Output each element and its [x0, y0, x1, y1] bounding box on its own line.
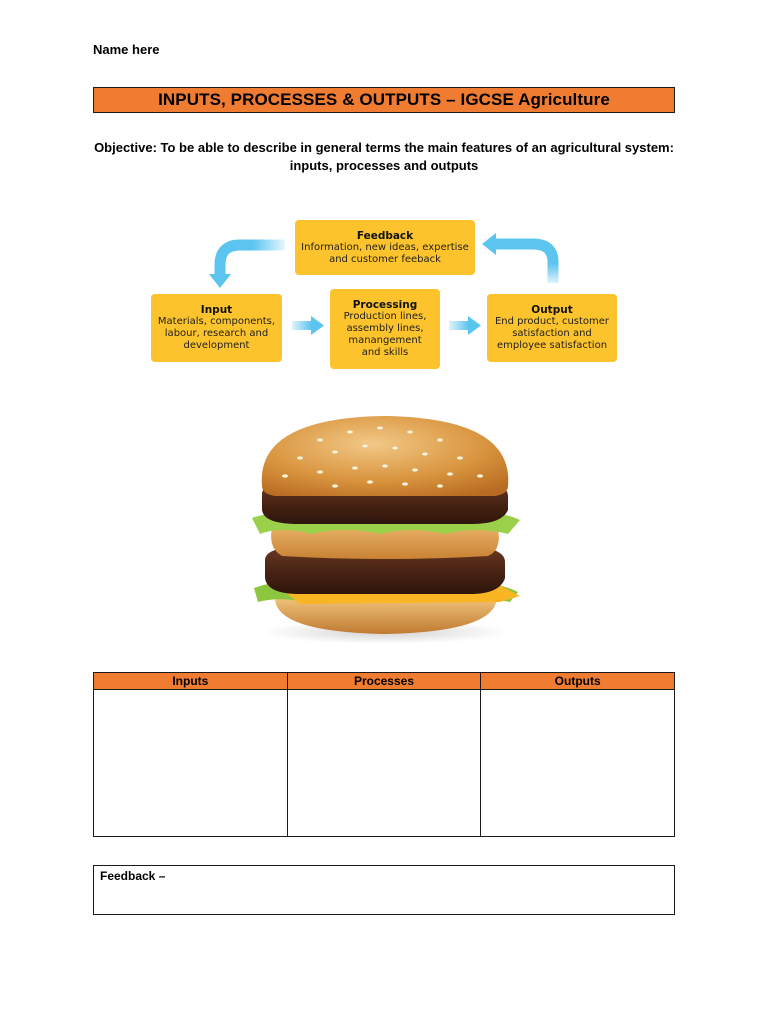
- name-field-label: Name here: [93, 42, 160, 57]
- feedback-label: Feedback –: [100, 869, 166, 883]
- feedback-box-line: and customer feeback: [329, 253, 441, 265]
- output-box-line: satisfaction and: [512, 328, 592, 339]
- burger-image: [240, 410, 530, 645]
- output-box-line: End product, customer: [494, 316, 610, 327]
- column-header-outputs: Outputs: [481, 673, 675, 690]
- processing-box-line: Production lines,: [343, 311, 427, 322]
- input-box-title: Input: [200, 304, 233, 316]
- feedback-box-line: Information, new ideas, expertise: [301, 241, 469, 253]
- outputs-answer-cell[interactable]: [481, 690, 675, 837]
- objective-line-2: inputs, processes and outputs: [289, 158, 479, 173]
- diagram-box-input: [151, 294, 282, 362]
- input-box-line: Materials, components,: [157, 316, 276, 327]
- output-box-title: Output: [531, 304, 573, 316]
- column-header-inputs: Inputs: [94, 673, 288, 690]
- worksheet-title: INPUTS, PROCESSES & OUTPUTS – IGCSE Agriculture: [93, 87, 675, 113]
- processing-box-title: Processing: [352, 299, 418, 311]
- diagram-box-processing: [330, 289, 440, 369]
- diagram-box-feedback: [295, 220, 475, 275]
- ipo-table: [93, 672, 675, 837]
- diagram-box-output: [487, 294, 617, 362]
- objective-text: [93, 139, 675, 175]
- arrow-output-to-feedback: [482, 233, 553, 283]
- input-box-line: development: [183, 340, 250, 351]
- arrow-input-to-processing: [292, 316, 324, 335]
- processes-answer-cell[interactable]: [287, 690, 481, 837]
- table-header-row: [94, 673, 675, 690]
- table-row: [94, 690, 675, 837]
- processing-box-line: assembly lines,: [346, 323, 424, 334]
- inputs-answer-cell[interactable]: [94, 690, 288, 837]
- processing-box-line: manangement: [348, 335, 422, 346]
- arrow-processing-to-output: [449, 316, 481, 335]
- feedback-box-title: Feedback: [356, 229, 414, 242]
- processing-box-line: and skills: [361, 347, 409, 358]
- arrow-feedback-to-input: [209, 245, 285, 288]
- objective-line-1: Objective: To be able to describe in general terms the main features of an agricultural system:: [94, 140, 674, 155]
- column-header-processes: Processes: [287, 673, 481, 690]
- input-box-line: labour, research and: [164, 328, 269, 339]
- output-box-line: employee satisfaction: [496, 340, 608, 351]
- feedback-box[interactable]: [93, 865, 675, 915]
